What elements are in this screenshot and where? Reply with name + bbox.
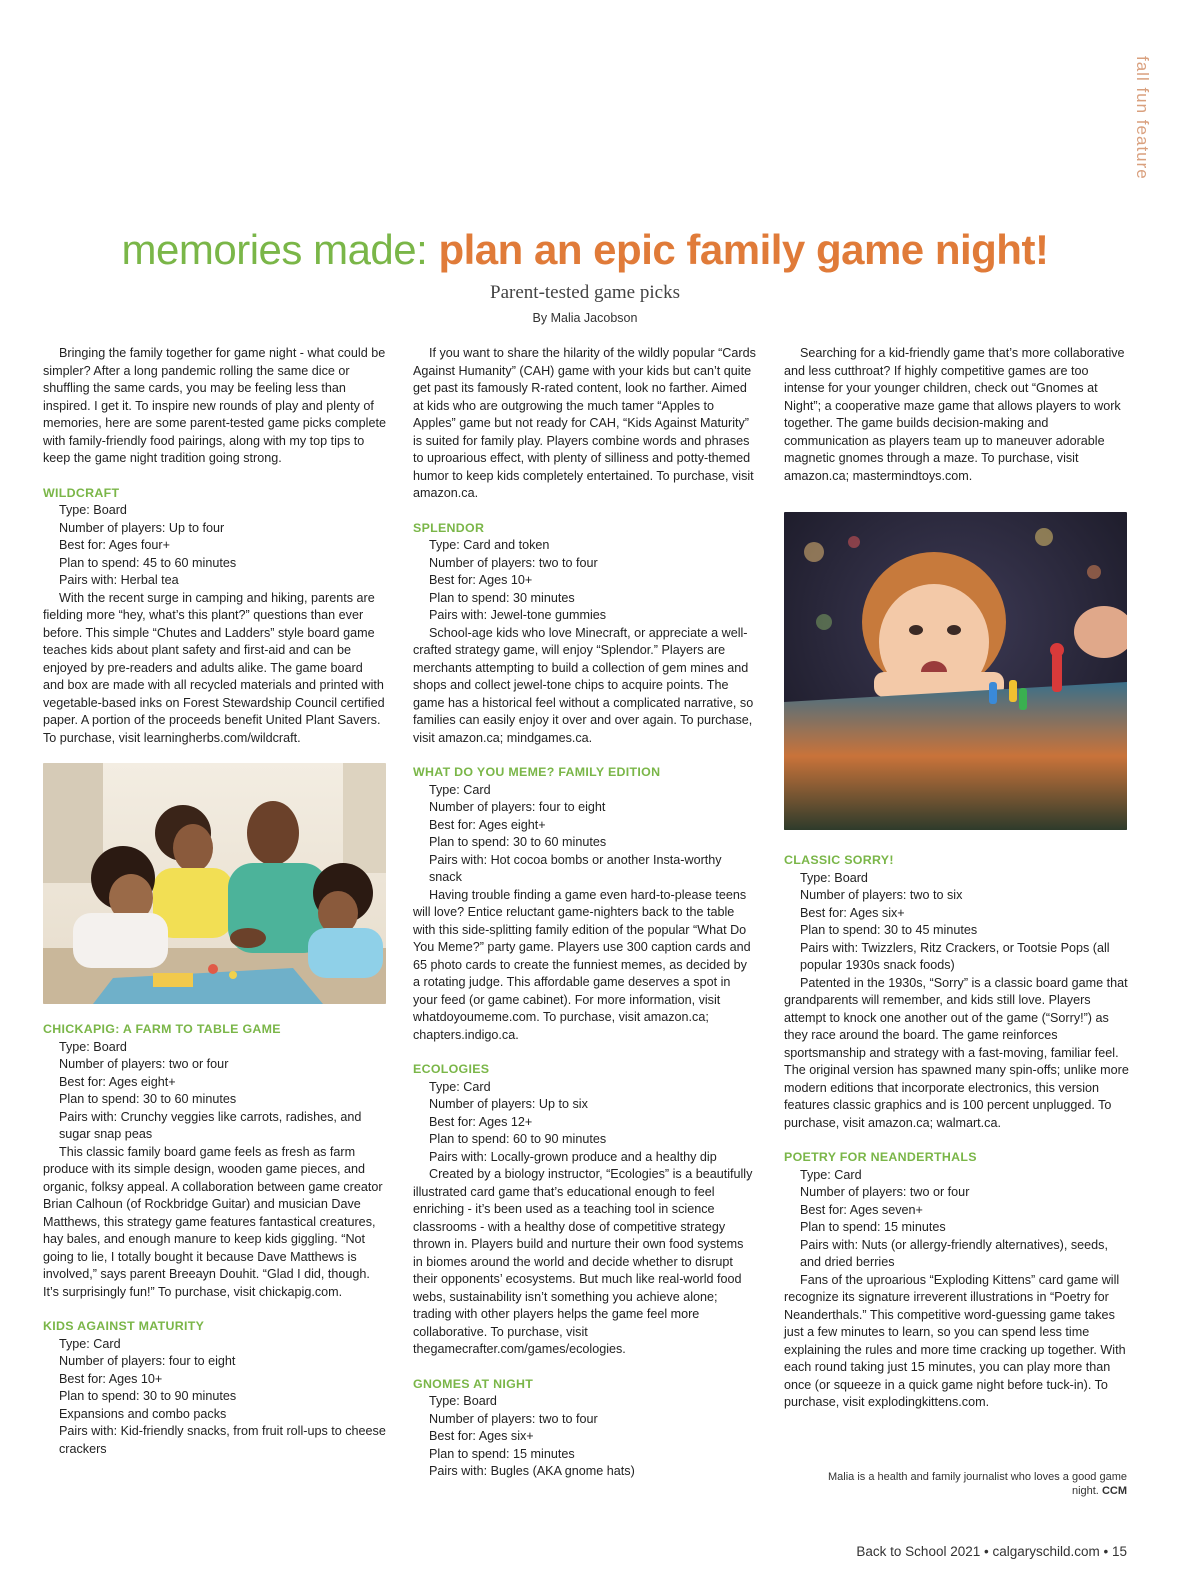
detail-item: Pairs with: Nuts (or allergy-friendly alternatives), seeds, and dried berries	[800, 1237, 1108, 1269]
detail-item: Pairs with: Crunchy veggies like carrots, radishes, and sugar snap peas	[59, 1109, 362, 1141]
family-playing-photo	[43, 763, 386, 1004]
detail-item: Plan to spend: 30 to 90 minutes	[59, 1389, 237, 1403]
body-paragraph: Searching for a kid-friendly game that’s more collaborative and less cutthroat? If highly competitive games are too intense for your younger children, check out “Gnomes at Night”; a cooperative maze game that allows players to work together. The game builds decision-making and communication as players team up to maneuver adorable magnetic gnomes through a maze. To purchase, visit amazon.ca; mastermindtoys.com.	[784, 346, 1125, 483]
detail-item: Number of players: Up to four	[59, 520, 225, 535]
detail-item: Pairs with: Hot cocoa bombs or another Insta-worthy snack	[429, 852, 722, 884]
detail-item: Number of players: two to four	[429, 555, 598, 570]
section-label: fall fun feature	[1133, 56, 1152, 180]
author-bio	[827, 1470, 1127, 1498]
detail-item: Plan to spend: 30 to 60 minutes	[59, 1092, 237, 1106]
intro-paragraph: Bringing the family together for game night - what could be simpler? After a long pandemic rolling the same dice or shuffling the same cards, you may be feeling less than inspired. I get it. To inspire new rounds of play and plenty of memories, here are some parent-tested game picks complete with family-friendly food pairings, along with my top tips to keep the game night tradition going strong.	[43, 346, 386, 465]
body-paragraph: Fans of the uproarious “Exploding Kittens” card game will recognize its signature irreverent illustrations in “Poetry for Neanderthals.” This competitive word-guessing game takes just a few minutes to learn, so you can spend less time explaining the rules and more time cracking up together. With each round taking just 15 minutes, you can play more than once (or squeeze in a quick game night before tuck-in). To purchase, visit explodingkittens.com.	[784, 1272, 1126, 1409]
detail-item: Best for: Ages six+	[429, 1429, 534, 1443]
section-title-splendor: SPLENDOR	[413, 520, 485, 535]
column-2	[413, 345, 756, 1481]
detail-item: Type: Card	[59, 1336, 121, 1351]
detail-item: Best for: Ages eight+	[429, 817, 546, 832]
detail-item: Expansions and combo packs	[59, 1406, 227, 1421]
section-title-what-do-you-meme: WHAT DO YOU MEME? FAMILY EDITION	[413, 765, 661, 779]
detail-item: Type: Card and token	[429, 538, 550, 552]
body-paragraph: School-age kids who love Minecraft, or appreciate a well-crafted strategy game, will enjoy “Splendor.” Players are merchants attempting to build a collection of gem mines and shops and collect jewel-tone chips to acquire points. The game has a historical feel without a complicated narrative, so families can easily enjoy it over and over again. To purchase, visit amazon.ca; mindgames.ca.	[413, 625, 754, 745]
body-paragraph: With the recent surge in camping and hiking, parents are fielding more “hey, what’s this plant?” questions than ever before. This simple “Chutes and Ladders” style board game teaches kids about plant safety and first-aid and can be enjoyed by pre-readers and adults alike. The game board and box are made with all recycled materials and printed with vegetable-based inks on Forest Stewardship Council certified paper. A portion of the proceeds benefit United Plant Savers. To purchase, visit learningherbs.com/wildcraft.	[43, 590, 385, 745]
detail-item: Best for: Ages six+	[800, 905, 905, 920]
detail-item: Best for: Ages 12+	[429, 1114, 533, 1129]
detail-item: Plan to spend: 45 to 60 minutes	[59, 555, 237, 570]
body-paragraph: Patented in the 1930s, “Sorry” is a classic board game that grandparents will remember, and kids still love. Players attempt to knock one another out of the game (“Sorry!”) as they race around the board. The game reinforces sportsmanship and strategy with a fast-moving, familiar feel. The original version has spawned many spin-offs; unlike more modern editions that incorporate electronics, this version features classic graphics and is 100 percent unplugged. To purchase, visit amazon.ca; walmart.ca.	[784, 975, 1129, 1130]
title-prefix: memories made:	[121, 226, 439, 273]
column-1	[43, 345, 386, 1458]
detail-item: Best for: Ages four+	[59, 538, 170, 552]
body-paragraph: Created by a biology instructor, “Ecologies” is a beautifully illustrated card game that’s educational enough to feel enriching - it’s been used as a teaching tool in science classrooms - with a healthy dose of competitive strategy thrown in. Players build and nurture their own food systems in biomes around the world and decide whether to disrupt their opponents’ ecosystems. But much like real-world food webs, sustainability isn’t something you achieve alone; trading with other players helps the game feel more collaborative. To purchase, visit thegamecrafter.com/games/ecologies.	[413, 1167, 753, 1356]
section-title-classic-sorry: CLASSIC SORRY!	[784, 853, 894, 867]
detail-item: Type: Card	[800, 1167, 862, 1182]
detail-item: Plan to spend: 15 minutes	[429, 1446, 575, 1461]
detail-item: Type: Board	[59, 503, 127, 517]
body-paragraph: If you want to share the hilarity of the wildly popular “Cards Against Humanity” (CAH) game with your kids but can’t quite get past its famously R-rated content, look no farther. Aimed at kids who are outgrowing the much tamer “Apples to Apples” game but not ready for CAH, “Kids Against Maturity” is suited for family play. Players combine words and phrases to uproarious effect, with plenty of silliness and potty-themed humor to keep kids completely entertained. To purchase, visit amazon.ca.	[413, 346, 756, 500]
page-footer: Back to School 2021 • calgaryschild.com • 15	[856, 1544, 1127, 1559]
detail-item: Best for: Ages 10+	[59, 1371, 163, 1386]
body-paragraph: Having trouble finding a game even hard-to-please teens will love? Entice reluctant game-nighters back to the table with this side-splitting family edition of the popular “What Do You Meme?” party game. Players use 300 caption cards and 65 photo cards to create the funniest memes, as decided by a rotating judge. This affordable game deserves a spot in your feed (or game cabinet). For more information, visit whatdoyoumeme.com. To purchase, visit amazon.ca; chapters.indigo.ca.	[413, 887, 751, 1042]
detail-item: Plan to spend: 30 to 60 minutes	[429, 835, 607, 849]
detail-item: Number of players: four to eight	[59, 1354, 236, 1368]
body-paragraph: This classic family board game feels as fresh as farm produce with its simple design, wooden game pieces, and organic, folksy appeal. A collaboration between game creator Brian Calhoun (of Rockbridge Guitar) and musician Dave Matthews, this strategy game features fantastical creatures, hay bales, and enough manure to keep kids giggling. “Not going to lie, I totally bought it because Dave Matthews is involved,” says parent Breeayn Douhit. “Glad I did, though. It’s surprisingly fun!” To purchase, visit chickapig.com.	[43, 1144, 383, 1299]
detail-item: Type: Board	[429, 1394, 497, 1408]
detail-item: Plan to spend: 30 to 45 minutes	[800, 923, 978, 937]
detail-item: Pairs with: Bugles (AKA gnome hats)	[429, 1464, 635, 1478]
detail-item: Pairs with: Herbal tea	[59, 573, 179, 587]
detail-item: Number of players: two or four	[59, 1057, 229, 1071]
detail-item: Type: Card	[429, 1079, 491, 1094]
section-title-ecologies: ECOLOGIES	[413, 1062, 490, 1076]
column-3	[784, 345, 1129, 1412]
detail-item: Type: Board	[59, 1039, 127, 1054]
detail-item: Number of players: two or four	[800, 1185, 970, 1199]
section-title-poetry-for-neanderthals: POETRY FOR NEANDERTHALS	[784, 1150, 977, 1164]
section-title-gnomes-at-night: GNOMES AT NIGHT	[413, 1376, 534, 1391]
detail-item: Pairs with: Jewel-tone gummies	[429, 608, 607, 622]
magazine-sign: CCM	[1101, 1485, 1127, 1497]
detail-item: Number of players: Up to six	[429, 1097, 588, 1111]
detail-item: Plan to spend: 30 minutes	[429, 590, 575, 605]
title-main: plan an epic family game night!	[438, 226, 1049, 273]
detail-item: Best for: Ages 10+	[429, 573, 533, 587]
detail-item: Best for: Ages eight+	[59, 1074, 176, 1089]
detail-item: Pairs with: Locally-grown produce and a healthy dip	[429, 1149, 717, 1164]
byline: By Malia Jacobson	[532, 311, 638, 325]
detail-item: Best for: Ages seven+	[800, 1202, 923, 1217]
subtitle: Parent-tested game picks	[490, 282, 680, 303]
detail-item: Pairs with: Twizzlers, Ritz Crackers, or Tootsie Pops (all popular 1930s snack foods)	[800, 940, 1110, 972]
section-title-wildcraft: WILDCRAFT	[43, 485, 120, 500]
author-bio-text: Malia is a health and family journalist who loves a good game night.	[828, 1471, 1127, 1497]
section-title-chickapig: CHICKAPIG: A FARM TO TABLE GAME	[43, 1022, 281, 1036]
section-title-kids-against-maturity: KIDS AGAINST MATURITY	[43, 1319, 205, 1333]
detail-item: Plan to spend: 15 minutes	[800, 1220, 946, 1234]
detail-item: Plan to spend: 60 to 90 minutes	[429, 1132, 607, 1146]
detail-item: Number of players: two to four	[429, 1411, 598, 1426]
detail-item: Number of players: four to eight	[429, 800, 606, 814]
detail-item: Type: Card	[429, 782, 491, 797]
page-title	[0, 222, 1170, 278]
detail-item: Pairs with: Kid-friendly snacks, from fruit roll-ups to cheese crackers	[59, 1424, 386, 1456]
girl-board-game-photo	[784, 512, 1127, 830]
detail-item: Number of players: two to six	[800, 888, 963, 902]
detail-item: Type: Board	[800, 870, 868, 885]
